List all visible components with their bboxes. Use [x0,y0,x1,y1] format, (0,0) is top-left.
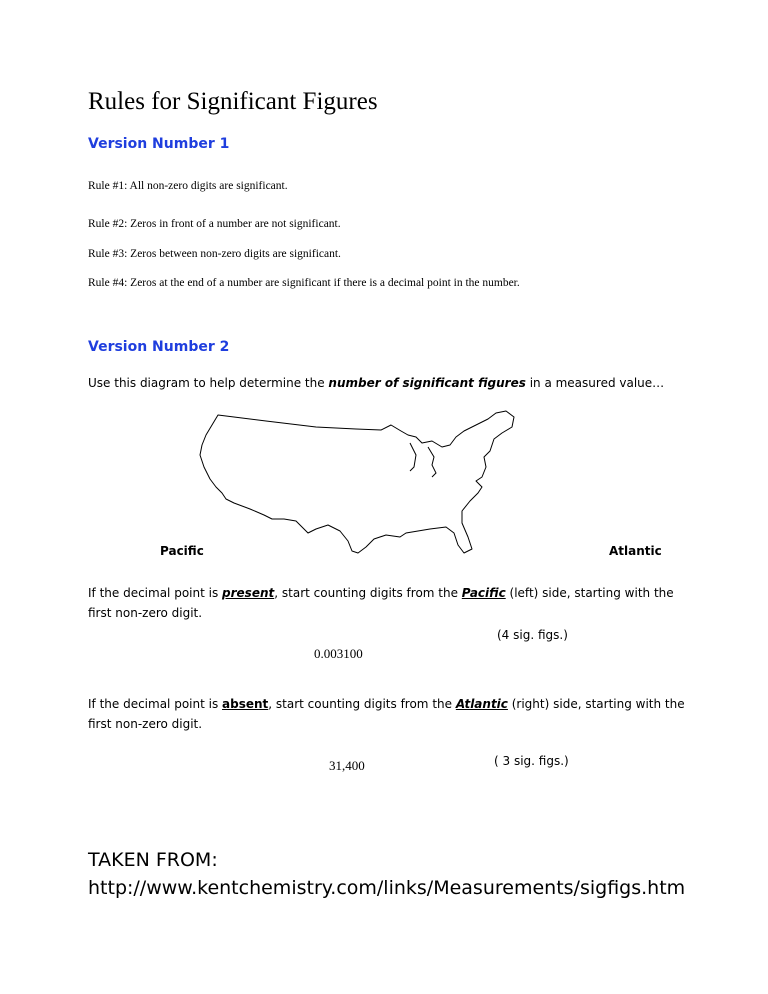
absent-side: Atlantic [455,697,508,711]
present-text-2: , start counting digits from the [274,586,462,600]
page-title: Rules for Significant Figures [88,88,378,115]
version-2-heading: Version Number 2 [88,339,230,355]
absent-example: 31,400 [329,758,365,773]
rule-4: Rule #4: Zeros at the end of a number are significant if there is a decimal point in the number. [88,277,520,289]
present-word: present [222,586,275,600]
absent-text-2: , start counting digits from the [268,697,456,711]
diagram-intro [88,373,664,393]
usa-map-outline [196,407,526,555]
present-text-1: If the decimal point is [88,586,223,600]
absent-word: absent [222,697,269,711]
source-url[interactable]: http://www.kentchemistry.com/links/Measurements/sigfigs.htm [88,877,686,899]
present-instruction [88,583,688,623]
version-1-heading: Version Number 1 [88,136,230,152]
intro-text-2: in a measured value… [525,376,665,390]
absent-text-3: (right) side, starting with the first non-zero digit. [88,697,685,731]
intro-text-1: Use this diagram to help determine the [88,376,329,390]
rule-1: Rule #1: All non-zero digits are significant. [88,180,288,192]
intro-emphasis: number of significant figures [328,376,526,390]
present-side: Pacific [461,586,506,600]
pacific-label: Pacific [160,544,204,558]
source-label: TAKEN FROM: [88,849,218,871]
present-example: 0.003100 [314,646,363,661]
rule-3: Rule #3: Zeros between non-zero digits are significant. [88,248,341,260]
absent-text-1: If the decimal point is [88,697,223,711]
absent-note: ( 3 sig. figs.) [494,754,569,768]
present-text-3: (left) side, starting with the first non-zero digit. [88,586,674,620]
atlantic-label: Atlantic [609,544,662,558]
rule-2: Rule #2: Zeros in front of a number are not significant. [88,218,341,230]
absent-instruction [88,694,688,734]
present-note: (4 sig. figs.) [497,628,568,642]
